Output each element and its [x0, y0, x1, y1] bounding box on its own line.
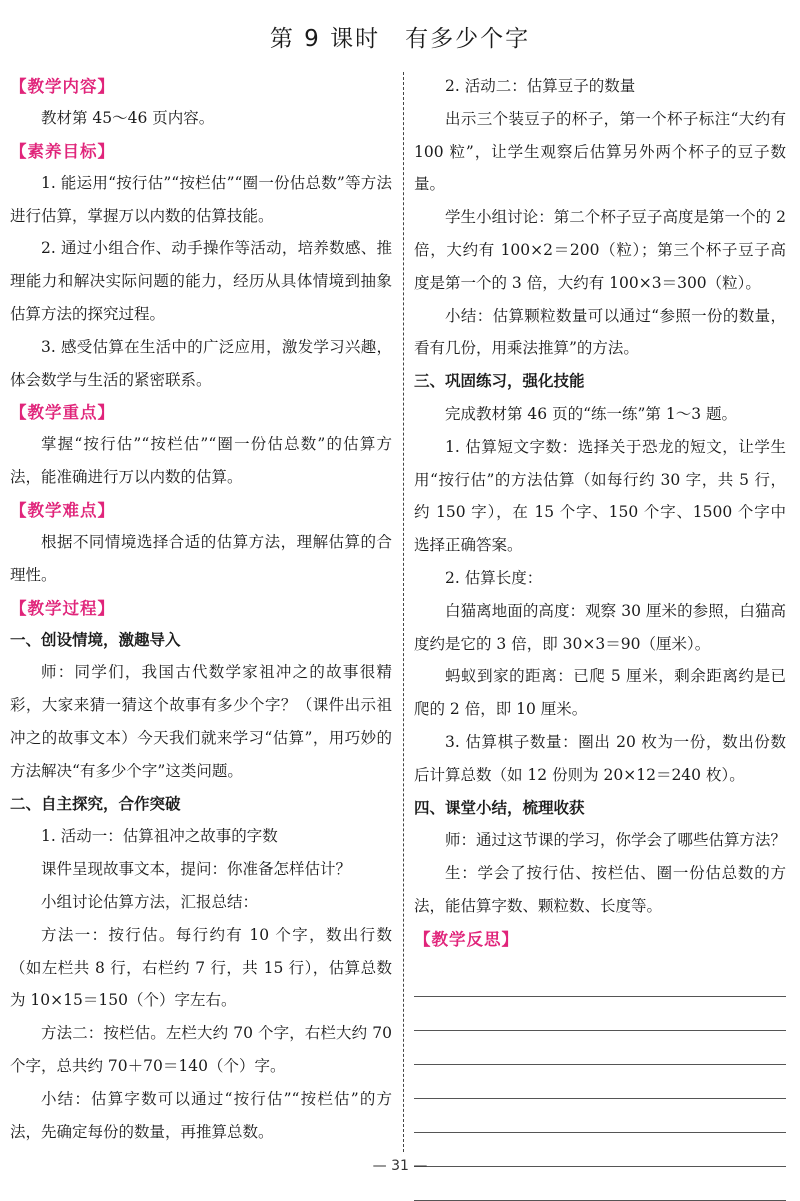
- paragraph: 2. 通过小组合作、动手操作等活动，培养数感、推理能力和解决实际问题的能力，经历从具体情境到抽象估算方法的探究过程。: [10, 239, 392, 323]
- paragraph: 3. 估算棋子数量：圈出 20 枚为一份，数出份数后计算总数（如 12 份则为 20×12＝240 枚）。: [414, 732, 786, 784]
- step-heading: 四、课堂小结，梳理收获: [414, 798, 585, 817]
- section-heading: 【教学反思】: [414, 929, 519, 949]
- paragraph: 小组讨论估算方法，汇报总结：: [41, 892, 259, 911]
- writing-line[interactable]: [414, 1031, 786, 1065]
- paragraph: 师：同学们，我国古代数学家祖冲之的故事很精彩，大家来猜一猜这个故事有多少个字？（课件出示祖冲之的故事文本）今天我们就来学习“估算”，用巧妙的方法解决“有多少个字”这类问题。: [10, 663, 392, 780]
- writing-line[interactable]: [414, 1065, 786, 1099]
- section-heading: 【教学重点】: [10, 403, 115, 423]
- section-heading: 【教学难点】: [10, 500, 115, 520]
- paragraph: 出示三个装豆子的杯子，第一个杯子标注“大约有 100 粒”，让学生观察后估算另外两个杯子的豆子数量。: [414, 109, 786, 194]
- paragraph: 白猫离地面的高度：观察 30 厘米的参照，白猫高度约是它的 3 倍，即 30×3＝90（厘米）。: [414, 601, 786, 653]
- column-divider: [403, 72, 404, 1152]
- section-heading: 【教学过程】: [10, 598, 115, 618]
- paragraph: 方法一：按行估。每行约有 10 个字，数出行数（如左栏共 8 行，右栏约 7 行，共 15 行），估算总数为 10×15＝150（个）字左右。: [10, 925, 392, 1010]
- paragraph: 课件呈现故事文本，提问：你准备怎样估计？: [41, 860, 352, 879]
- paragraph: 学生小组讨论：第二个杯子豆子高度是第一个的 2 倍，大约有 100×2＝200（粒）；第三个杯子豆子高度是第一个的 3 倍，大约有 100×3＝300（粒）。: [414, 208, 786, 292]
- paragraph: 小结：估算字数可以通过“按行估”“按栏估”的方法，先确定每份的数量，再推算总数。: [10, 1089, 392, 1141]
- writing-line[interactable]: [414, 963, 786, 997]
- step-heading: 三、巩固练习，强化技能: [414, 372, 585, 391]
- section-heading: 【素养目标】: [10, 141, 115, 161]
- page-number: — 31 —: [372, 1158, 428, 1174]
- page-title: 第 9 课时 有多少个字: [269, 26, 531, 52]
- paragraph: 方法二：按栏估。左栏大约 70 个字，右栏大约 70 个字，总共约 70＋70＝140（个）字。: [10, 1024, 392, 1075]
- step-heading: 二、自主探究，合作突破: [10, 794, 181, 813]
- paragraph: 2. 估算长度：: [445, 568, 543, 587]
- paragraph: 生：学会了按行估、按栏估、圈一份估总数的方法，能估算字数、颗粒数、长度等。: [414, 864, 786, 915]
- paragraph: 3. 感受估算在生活中的广泛应用，激发学习兴趣，体会数学与生活的紧密联系。: [10, 337, 392, 389]
- left-column: [10, 70, 392, 1148]
- paragraph: 1. 估算短文字数：选择关于恐龙的短文，让学生用“按行估”的方法估算（如每行约 30 字，共 5 行，约 150 字），在 15 个字、150 个字、1500 个字中选择正确答案。: [414, 437, 786, 555]
- paragraph: 小结：估算颗粒数量可以通过“参照一份的数量，看有几份，用乘法推算”的方法。: [414, 306, 786, 358]
- paragraph: 1. 能运用“按行估”“按栏估”“圈一份估总数”等方法进行估算，掌握万以内数的估算技能。: [10, 173, 392, 225]
- writing-line[interactable]: [414, 997, 786, 1031]
- paragraph: 掌握“按行估”“按栏估”“圈一份估总数”的估算方法，能准确进行万以内数的估算。: [10, 435, 392, 487]
- paragraph: 蚂蚁到家的距离：已爬 5 厘米，剩余距离约是已爬的 2 倍，即 10 厘米。: [414, 667, 786, 719]
- right-column: [414, 70, 786, 1201]
- writing-line[interactable]: [414, 1099, 786, 1133]
- paragraph: 完成教材第 46 页的“练一练”第 1～3 题。: [445, 404, 738, 423]
- section-heading: 【教学内容】: [10, 77, 115, 96]
- paragraph: 师：通过这节课的学习，你学会了哪些估算方法？: [445, 831, 787, 850]
- paragraph: 2. 活动二：估算豆子的数量: [445, 77, 636, 95]
- step-heading: 一、创设情境，激趣导入: [10, 630, 181, 649]
- paragraph: 根据不同情境选择合适的估算方法，理解估算的合理性。: [10, 532, 392, 584]
- paragraph: 教材第 45～46 页内容。: [41, 109, 215, 127]
- paragraph: 1. 活动一：估算祖冲之故事的字数: [41, 827, 278, 846]
